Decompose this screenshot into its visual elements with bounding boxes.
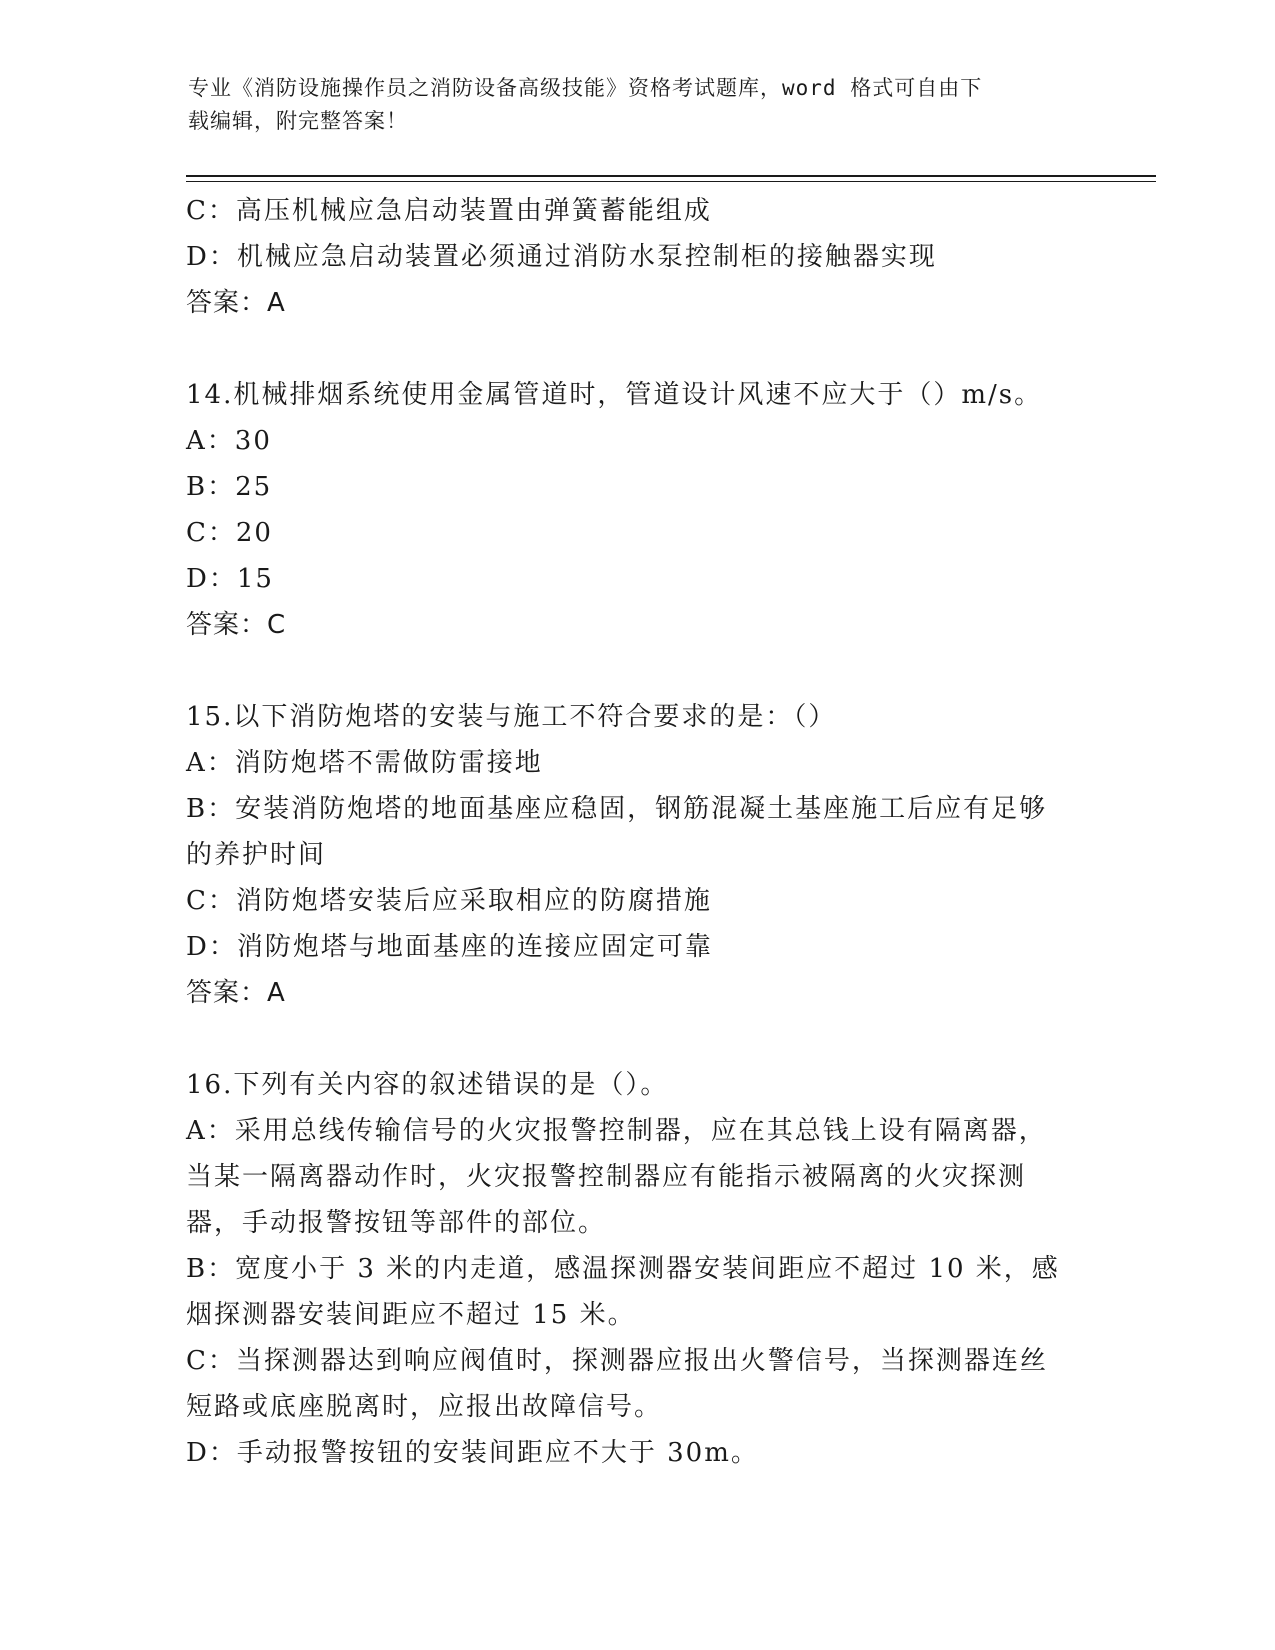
option-line: C：20	[186, 518, 273, 548]
option-line: D：15	[186, 564, 274, 594]
spacer	[186, 648, 1086, 694]
option-line: C：当探测器达到响应阀值时，探测器应报出火警信号，当探测器连丝	[186, 1346, 1048, 1376]
option-line: 器，手动报警按钮等部件的部位。	[186, 1208, 607, 1238]
option-line: D：机械应急启动装置必须通过消防水泵控制柜的接触器实现	[186, 242, 937, 272]
option-line: D：消防炮塔与地面基座的连接应固定可靠	[186, 932, 713, 962]
header-divider	[186, 175, 1156, 177]
question-stem: 15.以下消防炮塔的安装与施工不符合要求的是：（）	[186, 702, 837, 732]
option-line: A：30	[186, 426, 272, 456]
question-content	[186, 188, 1086, 1476]
question-16	[186, 1062, 1086, 1476]
page-header	[188, 72, 1068, 138]
question-13-continued	[186, 188, 1086, 326]
option-line: 烟探测器安装间距应不超过 15 米。	[186, 1300, 636, 1330]
question-14	[186, 372, 1086, 648]
option-line: B：安装消防炮塔的地面基座应稳固，钢筋混凝土基座施工后应有足够	[186, 794, 1048, 824]
option-line: D：手动报警按钮的安装间距应不大于 30m。	[186, 1438, 759, 1468]
option-line: C：高压机械应急启动装置由弹簧蓄能组成	[186, 196, 712, 226]
option-line: B：宽度小于 3 米的内走道，感温探测器安装间距应不超过 10 米，感	[186, 1254, 1060, 1284]
question-stem: 16.下列有关内容的叙述错误的是（）。	[186, 1070, 669, 1100]
option-line: 的养护时间	[186, 840, 327, 870]
spacer	[186, 326, 1086, 372]
option-line: A：采用总线传输信号的火灾报警控制器，应在其总钱上设有隔离器，	[186, 1116, 1047, 1146]
question-15	[186, 694, 1086, 1016]
answer-line: 答案：A	[186, 288, 286, 318]
header-line: 载编辑，附完整答案！	[188, 109, 408, 133]
answer-line: 答案：A	[186, 978, 286, 1008]
header-divider-thin	[186, 181, 1156, 182]
answer-line: 答案：C	[186, 610, 287, 640]
header-line: 专业《消防设施操作员之消防设备高级技能》资格考试题库，word 格式可自由下	[188, 76, 983, 100]
option-line: A：消防炮塔不需做防雷接地	[186, 748, 543, 778]
option-line: B：25	[186, 472, 273, 502]
question-stem: 14.机械排烟系统使用金属管道时，管道设计风速不应大于（）m/s。	[186, 380, 1043, 410]
spacer	[186, 1016, 1086, 1062]
option-line: C：消防炮塔安装后应采取相应的防腐措施	[186, 886, 712, 916]
option-line: 短路或底座脱离时，应报出故障信号。	[186, 1392, 663, 1422]
option-line: 当某一隔离器动作时，火灾报警控制器应有能指示被隔离的火灾探测	[186, 1162, 1027, 1192]
